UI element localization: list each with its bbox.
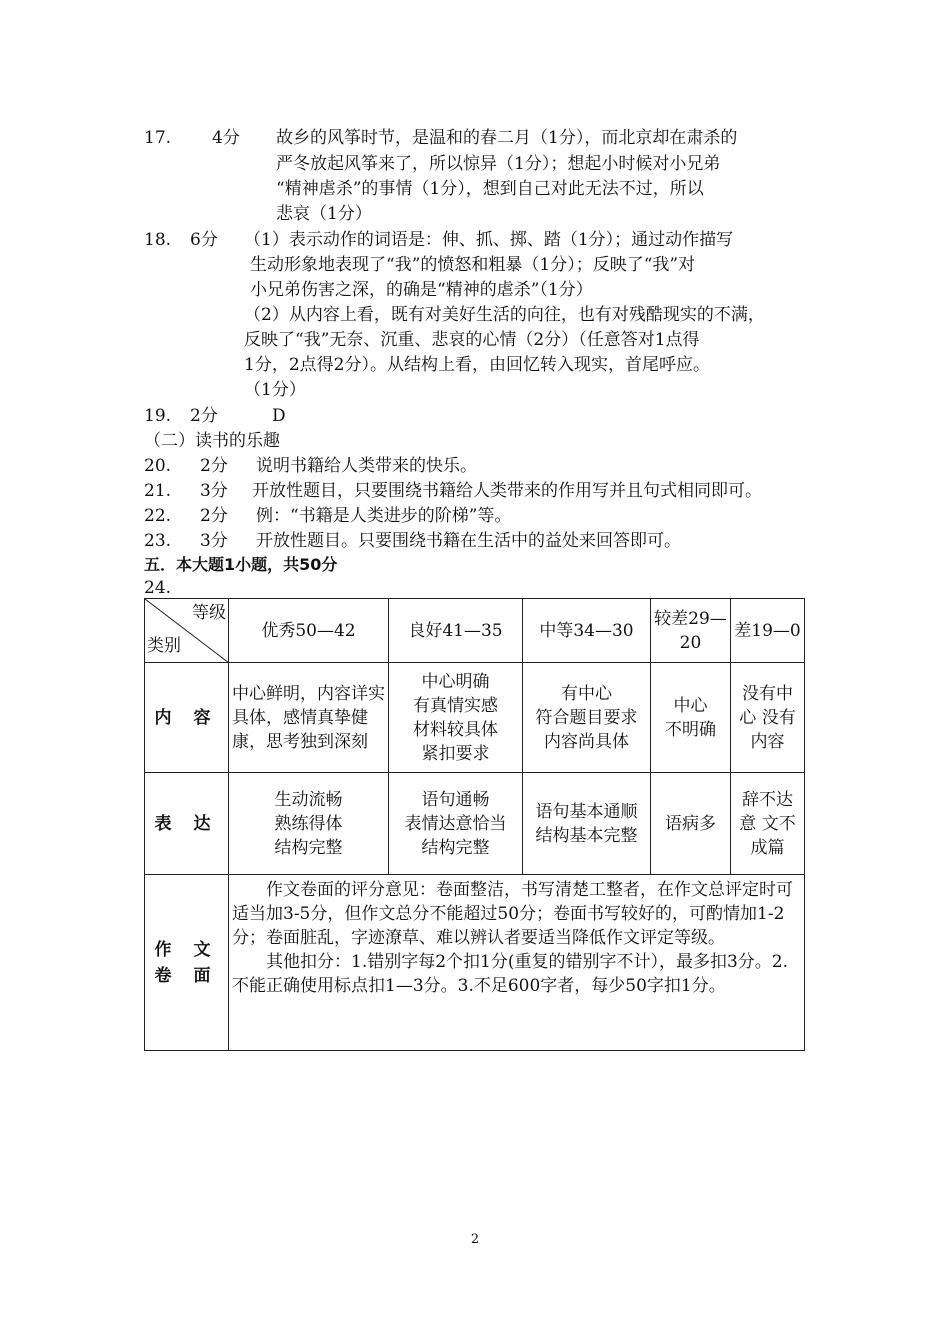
- content-excellent: 中心鲜明，内容详实具体，感情真挚健康，思考独到深刻: [229, 663, 389, 773]
- paper-remarks-text-1: 作文卷面的评分意见：卷面整洁，书写清楚工整者，在作文总评定时可适当加3-5分，但作文总分不能超过50分；卷面书写较好的，可酌情加1-2分；卷面脏乱，字迹潦草、难以辨认者要适当降低作文评定等级。: [232, 880, 793, 948]
- section-two-heading: （二）读书的乐趣: [144, 431, 280, 451]
- table-header-row: [145, 599, 805, 663]
- table-row-expression: [145, 773, 805, 875]
- content-poor: 中心 不明确: [651, 663, 731, 773]
- level-excellent: 优秀50—42: [229, 599, 389, 663]
- table-row-content: [145, 663, 805, 773]
- q17-score: 4分: [212, 128, 240, 148]
- q17-line-3: “精神虐杀”的事情（1分），想到自己对此无法不过，所以: [276, 179, 704, 199]
- expression-good: 语句通畅 表情达意恰当 结构完整: [389, 773, 523, 875]
- corner-cell: [145, 599, 229, 663]
- q18-line-7: （1分）: [244, 380, 306, 400]
- corner-top-label: 等级: [192, 603, 226, 623]
- page-number: 2: [470, 1232, 480, 1247]
- q21-score: 3分: [200, 481, 228, 501]
- section-five-heading: 五．本大题1小题，共50分: [144, 555, 338, 574]
- q24-number: 24.: [144, 578, 172, 598]
- content-good: 中心明确 有真情实感 材料较具体 紧扣要求: [389, 663, 523, 773]
- level-medium: 中等34—30: [523, 599, 651, 663]
- paper-remarks-text-2: 其他扣分：1.错别字每2个扣1分(重复的错别字不计），最多扣3分。2.不能正确使用标点扣1—3分。3.不足600字者，每少50字扣1分。: [232, 952, 789, 996]
- q17-number: 17.: [144, 128, 172, 148]
- row-label-expression: 表 达: [145, 773, 229, 875]
- q19-answer: D: [272, 406, 286, 426]
- q23-number: 23.: [144, 531, 172, 551]
- q17-line-1: 故乡的风筝时节，是温和的春二月（1分），而北京却在肃杀的: [276, 128, 738, 148]
- content-bad: 没有中心 没有内容: [731, 663, 805, 773]
- q20-number: 20.: [144, 456, 172, 476]
- level-good: 良好41—35: [389, 599, 523, 663]
- corner-bottom-label: 类别: [147, 636, 181, 656]
- q23-answer: 开放性题目。只要围绕书籍在生活中的益处来回答即可。: [256, 531, 681, 551]
- row-label-paper: 作 文 卷 面: [145, 875, 229, 1051]
- expression-excellent: 生动流畅 熟练得体 结构完整: [229, 773, 389, 875]
- expression-bad: 辞不达意 文不成篇: [731, 773, 805, 875]
- q18-number: 18.: [144, 230, 172, 250]
- q20-answer: 说明书籍给人类带来的快乐。: [256, 456, 477, 476]
- q18-line-1: （1）表示动作的词语是：伸、抓、掷、踏（1分）；通过动作描写: [244, 230, 734, 250]
- q21-number: 21.: [144, 481, 172, 501]
- row-label-content: 内 容: [145, 663, 229, 773]
- q18-line-2: 生动形象地表现了“我”的愤怒和粗暴（1分）；反映了“我”对: [250, 255, 696, 275]
- grading-table: [144, 598, 805, 1051]
- q22-score: 2分: [200, 506, 228, 526]
- q18-line-5: 反映了“我”无奈、沉重、悲哀的心情（2分）（任意答对1点得: [244, 330, 700, 350]
- q20-score: 2分: [200, 456, 228, 476]
- q18-line-4: （2）从内容上看，既有对美好生活的向往，也有对残酷现实的不满，: [244, 305, 765, 325]
- q23-score: 3分: [200, 531, 228, 551]
- q18-line-3: 小兄弟伤害之深，的确是“精神的虐杀”（1分）: [250, 280, 593, 300]
- table-row-paper: [145, 875, 805, 1051]
- q21-answer: 开放性题目，只要围绕书籍给人类带来的作用写并且句式相同即可。: [252, 481, 762, 501]
- level-poor: 较差29—20: [651, 599, 731, 663]
- paper-remarks: [229, 875, 805, 1051]
- q18-score: 6分: [190, 230, 218, 250]
- q22-number: 22.: [144, 506, 172, 526]
- q22-answer: 例：“书籍是人类进步的阶梯”等。: [256, 506, 512, 526]
- q19-score: 2分: [190, 406, 218, 426]
- q18-line-6: 1分，2点得2分）。从结构上看，由回忆转入现实，首尾呼应。: [244, 355, 710, 375]
- q17-line-4: 悲哀（1分）: [276, 204, 372, 224]
- q19-number: 19.: [144, 406, 172, 426]
- expression-poor: 语病多: [651, 773, 731, 875]
- level-bad: 差19—0: [731, 599, 805, 663]
- expression-medium: 语句基本通顺 结构基本完整: [523, 773, 651, 875]
- content-medium: 有中心 符合题目要求 内容尚具体: [523, 663, 651, 773]
- q17-line-2: 严冬放起风筝来了，所以惊异（1分）；想起小时候对小兄弟: [276, 154, 721, 174]
